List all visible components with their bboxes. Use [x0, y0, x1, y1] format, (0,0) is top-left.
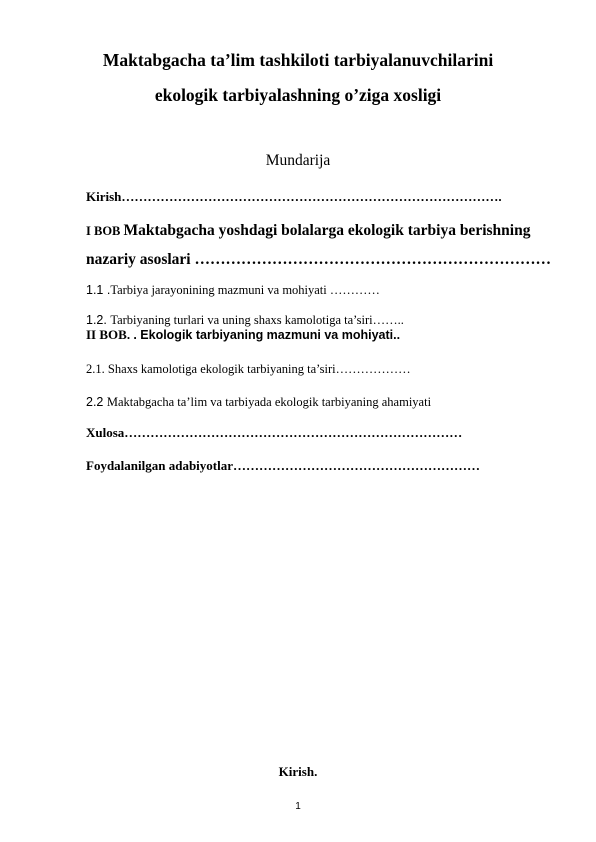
page-number: 1 [295, 801, 301, 812]
toc-entry-chapter-1-continued: nazariy asoslari …………………………………………………………… [86, 251, 551, 268]
chapter-2-title: . Ekologik tarbiyaning mazmuni va mohiyati.. [133, 328, 401, 342]
chapter-2-prefix: II BOB. [86, 327, 134, 342]
toc-entry-conclusion: Xulosa…………………………………………………………………… [86, 425, 463, 440]
toc-entry-intro: Kirish……………………………………………………………………………. [86, 189, 502, 204]
section-2-2-number: 2.2 [86, 395, 107, 409]
document-title-line-2: ekologik tarbiyalashning o’ziga xosligi [154, 85, 442, 105]
toc-entry-section-2-2 [86, 394, 431, 410]
toc-entry-section-2-1: 2.1. Shaxs kamolotiga ekologik tarbiyaning ta’siri……………… [86, 362, 411, 376]
toc-entry-section-1-2 [86, 312, 404, 328]
section-1-1-number: 1.1 . [86, 283, 111, 297]
section-heading-intro: Kirish. [278, 764, 318, 779]
toc-entry-references: Foydalanilgan adabiyotlar………………………………………………… [86, 458, 480, 473]
section-1-1-text: Tarbiya jarayonining mazmuni va mohiyati ………… [110, 283, 380, 297]
toc-entry-section-1-1 [86, 282, 380, 298]
toc-entry-chapter-1 [86, 222, 530, 240]
section-1-2-number: 1.2. [86, 313, 111, 327]
contents-heading: Mundarija [265, 152, 331, 169]
document-title-line-1: Maktabgacha ta’lim tashkiloti tarbiyalanuvchilarini [102, 50, 494, 70]
chapter-1-title-a: Maktabgacha yoshdagi bolalarga ekologik tarbiya berishning [123, 222, 531, 239]
chapter-1-prefix: I BOB [86, 224, 124, 238]
section-2-2-text: Maktabgacha ta’lim va tarbiyada ekologik tarbiyaning ahamiyati [106, 395, 432, 409]
toc-entry-chapter-2 [86, 327, 400, 343]
section-1-2-text: Tarbiyaning turlari va uning shaxs kamolotiga ta’siri…….. [110, 313, 404, 327]
